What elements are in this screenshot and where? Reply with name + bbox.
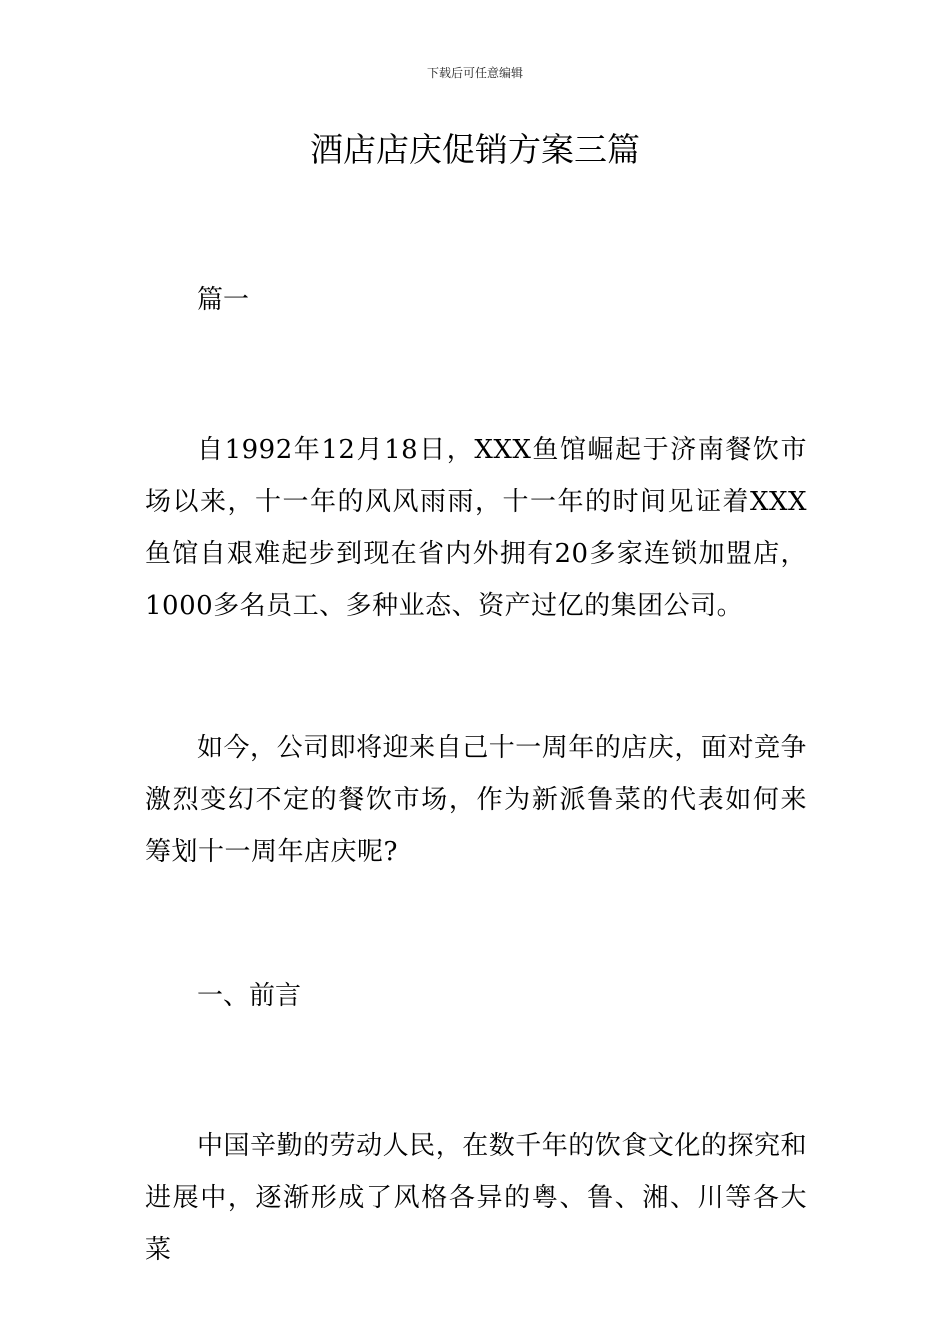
- header-note: 下载后可任意编辑: [426, 66, 523, 80]
- paragraph-intro: 自1992年12月18日，XXX鱼馆崛起于济南餐饮市场以来，十一年的风风雨雨，十一年的时间见证着XXX鱼馆自艰难起步到现在省内外拥有20多家连锁加盟店，1000多名员工、多种业态、资产过亿的集团公司。: [145, 435, 807, 621]
- section-label: 篇一: [197, 285, 250, 315]
- paragraph-culture: 中国辛勤的劳动人民，在数千年的饮食文化的探究和进展中，逐渐形成了风格各异的粤、鲁、湘、川等各大菜: [145, 1131, 807, 1265]
- paragraph-anniversary: 如今，公司即将迎来自己十一周年的店庆，面对竞争激烈变幻不定的餐饮市场，作为新派鲁菜的代表如何来筹划十一周年店庆呢?: [145, 733, 807, 867]
- heading-preface: 一、前言: [197, 981, 302, 1011]
- document-title: 酒店店庆促销方案三篇: [310, 130, 640, 169]
